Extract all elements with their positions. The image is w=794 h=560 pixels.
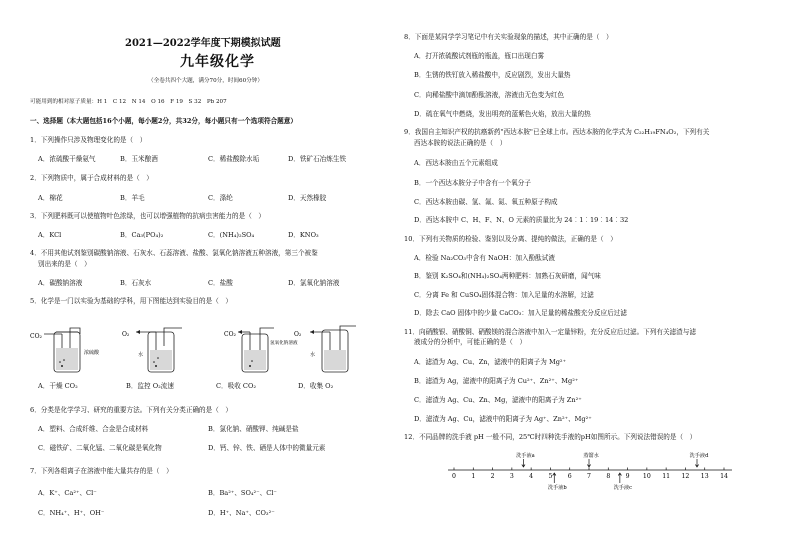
- ph-marker-a: [516, 451, 535, 467]
- q4-option-d: D．氯氧化钠溶液: [288, 279, 340, 287]
- exam-title: 2021—2022学年度下期模拟试题: [125, 38, 281, 49]
- q11-option-b: B．滤渣为 Ag，滤液中的阳离子为 Cu²⁺、Zn²⁺、Mg²⁺: [414, 377, 579, 385]
- ph-tick-label: 13: [700, 473, 709, 480]
- ph-marker-d-label: 洗手液d: [689, 453, 709, 459]
- q11-option-c: C．滤渣为 Ag、Cu、Zn、Mg，滤液中的阳离子为 Zn²⁺: [414, 396, 582, 404]
- q11-stem-line2: 液成分的分析中，可能正确的是（ ）: [414, 338, 527, 346]
- q1-option-a: A．浓硫酸干燥氨气: [38, 155, 96, 163]
- q5-apparatus-figures: [30, 316, 398, 378]
- ph-marker-b-arrow: [553, 473, 556, 483]
- q2-option-b: B．羊毛: [120, 194, 145, 202]
- q9-stem-line1: 9．我国自主知识产权的抗癌新药"西达本胺"已全球上市。西达本胺的化学式为 C₂₂H₁₉FN₄O₂，下列有关: [404, 128, 710, 136]
- ph-tick-label: 1: [471, 473, 476, 480]
- exam-note: （全卷共四个大题，满分70分，时间60分钟）: [148, 78, 263, 84]
- ph-marker-d-arrow: [695, 459, 698, 467]
- q8-option-c: C．向稀盐酸中滴加酚酞溶液，溶液由无色变为红色: [414, 91, 565, 99]
- q2-stem: 2．下列物质中，属于合成材料的是（ ）: [30, 174, 153, 182]
- q8-option-a: A．打开浓硫酸试剂瓶的瓶盖，瓶口出现白雾: [414, 52, 545, 60]
- q9-stem-line2: 西达本胺的说法正确的是（ ）: [414, 139, 507, 147]
- q3-stem: 3．下列肥料既可以使植物叶色浓绿，也可以增强植物的抗病虫害能力的是（ ）: [30, 212, 265, 220]
- q5-option-c: C．吸收 CO₂: [216, 382, 257, 390]
- q2-option-d: D．天然橡胶: [288, 194, 327, 202]
- q5-fig-b-gas-label: O₂: [122, 331, 130, 338]
- ph-tick-label: 8: [606, 473, 611, 480]
- q4-option-a: A．碳酸钠溶液: [38, 279, 83, 287]
- q10-option-c: C．分离 Fe 和 CuSO₄固体混合物：加入足量的水溶解，过滤: [414, 291, 594, 299]
- q12-stem: 12．不同品牌的洗手液 pH 一般不同，25℃时四种洗手液的pH如图所示。下列说法错误的是（ ）: [404, 433, 697, 441]
- q1-option-b: B．玉米酿酒: [120, 155, 158, 163]
- ph-tick-label: 3: [509, 473, 514, 480]
- ph-tick-label: 11: [662, 473, 671, 480]
- ph-tick-label: 12: [681, 473, 690, 480]
- q11-option-a: A．滤渣为 Ag、Cu、Zn，滤液中的阳离子为 Mg²⁺: [414, 358, 567, 366]
- q3-option-a: A．KCl: [38, 231, 62, 239]
- ph-marker-c-arrow: [618, 473, 621, 483]
- q4-option-c: C．盐酸: [208, 279, 233, 287]
- q3-option-c: C．(NH₄)₂SO₄: [208, 231, 255, 239]
- q8-stem: 8．下面是某同学学习笔记中有关实验现象的描述，其中正确的是（ ）: [404, 33, 613, 41]
- q10-stem: 10．下列有关物质的检验、鉴别以及分离、提纯的做法，正确的是（ ）: [404, 235, 617, 243]
- q8-option-b: B．生锈的铁钉放入稀盐酸中，反应剧烈，发出大量热: [414, 71, 571, 79]
- q5-stem: 5．化学是一门以实验为基础的学科，用下图能达到实验目的是（ ）: [30, 297, 233, 305]
- q6-option-b: B．氯化钠、硝酸钾、纯碱是盐: [208, 425, 299, 433]
- q5-fig-c-gas-label: CO₂: [224, 331, 236, 338]
- ph-marker-d: [690, 451, 710, 467]
- q6-option-c: C．磁铁矿、二氧化锰、二氧化碳是氧化物: [38, 444, 162, 452]
- q11-stem-line1: 11．向硝酸银、硝酸铜、硝酸镁的混合溶液中加入一定量锌粉，充分反应后过滤。下列有关滤渣与滤: [404, 328, 696, 336]
- q3-option-b: B．Ca₃(PO₄)₂: [120, 231, 164, 239]
- q5-fig-d-liquid-label: 水: [310, 352, 316, 358]
- q7-stem: 7．下列各组离子在溶液中能大量共存的是（ ）: [30, 467, 173, 475]
- q10-option-a: A．检验 Na₂CO₃中含有 NaOH：加入酚酞试液: [414, 254, 555, 262]
- q5-option-b: B．监控 O₂流速: [126, 382, 174, 390]
- q6-stem: 6．分类是化学学习、研究的重要方法。下列有关分类正确的是（ ）: [30, 406, 233, 414]
- q9-option-d: D．西达本胺中 C、H、F、N、O 元素的质量比为 24︰1︰19︰14︰32: [414, 216, 629, 224]
- ph-marker-water-label: 蒸馏水: [583, 453, 599, 459]
- q6-option-d: D．钙、锌、铁、硒是人体中的微量元素: [208, 444, 326, 452]
- q5-fig-a-liquid-label: 浓硫酸: [84, 350, 100, 356]
- ph-tick-label: 6: [567, 473, 572, 480]
- q5-option-d: D．收集 O₂: [298, 382, 334, 390]
- q6-option-a: A．塑料、合成纤维、合金是合成材料: [38, 425, 149, 433]
- ph-tick-label: 0: [452, 473, 456, 480]
- q7-option-a: A．K⁺、Ca²⁺、Cl⁻: [38, 489, 97, 497]
- ph-tick-label: 9: [625, 473, 630, 480]
- q5-fig-d-gas-label: O₂: [294, 331, 302, 338]
- q1-stem: 1．下列操作只涉及物理变化的是（ ）: [30, 136, 147, 144]
- ph-tick-label: 2: [490, 473, 495, 480]
- q4-stem-line2: 别出来的是（ ）: [38, 260, 91, 268]
- q7-option-d: D．H⁺、Na⁺、CO₃²⁻: [208, 509, 275, 517]
- q2-option-a: A．棉花: [38, 194, 63, 202]
- q3-option-d: D．KNO₃: [288, 231, 319, 239]
- q7-option-b: B．Ba²⁺、SO₄²⁻、Cl⁻: [208, 489, 277, 497]
- ph-marker-a-label: 洗手液a: [516, 453, 535, 459]
- q4-option-b: B．石灰水: [120, 279, 152, 287]
- q7-option-c: C．NH₄⁺、H⁺、OH⁻: [38, 509, 105, 517]
- ph-tick-label: 4: [529, 473, 534, 480]
- subject-title: 九年级化学: [180, 54, 255, 70]
- q5-option-a: A．干燥 CO₂: [38, 382, 78, 390]
- ph-marker-water-arrow: [587, 459, 590, 467]
- q4-stem-line1: 4．不用其他试剂鉴别碳酸钠溶液、石灰水、石蕊溶液、盐酸、氯氧化钠溶液五种溶液，第三个被鉴: [30, 249, 318, 257]
- q9-option-b: B．一个西达本胺分子中含有一个氧分子: [414, 179, 531, 187]
- ph-marker-a-arrow: [522, 459, 525, 467]
- ph-marker-c-label: 洗手液c: [613, 485, 633, 491]
- section1-heading: 一、选择题（本大题包括16个小题，每小题2分，共32分，每小题只有一个选项符合题意）: [30, 117, 297, 125]
- q5-fig-a-gas-label: CO₂: [30, 333, 42, 340]
- q9-option-a: A．西达本胺由五个元素组成: [414, 159, 498, 167]
- atomic-masses: 可能用到的相对原子质量：H 1 C 12 N 14 O 16 F 19 S 32 Pb 207: [30, 99, 227, 105]
- q5-fig-c-liquid-label: 氢氧化钠溶液: [270, 341, 298, 346]
- ph-marker-water: [583, 451, 599, 467]
- ph-tick-label: 10: [642, 473, 651, 480]
- ph-marker-b-label: 洗手液b: [547, 485, 567, 491]
- ph-tick-label: 14: [720, 473, 728, 480]
- q12-ph-scale: [440, 446, 740, 498]
- q2-option-c: C．涤纶: [208, 194, 233, 202]
- q11-option-d: D．滤渣为 Ag、Cu，滤液中的阳离子为 Ag⁺、Zn²⁺、Mg²⁺: [414, 415, 592, 423]
- q8-option-d: D．硫在氧气中燃烧，发出明亮的蓝紫色火焰，放出大量的热: [414, 110, 591, 118]
- q1-option-d: D．铁矿石冶炼生铁: [288, 155, 347, 163]
- ph-tick-label: 5: [548, 473, 553, 480]
- q10-option-b: B．鉴别 K₂SO₄和(NH₄)₂SO₄两种肥料：加熟石灰研磨，闻气味: [414, 272, 601, 280]
- q9-option-c: C．西达本胺由碳、氢、氟、氮、氧五种原子构成: [414, 198, 558, 206]
- q1-option-c: C．稀盐酸除水垢: [208, 155, 260, 163]
- ph-tick-label: 7: [587, 473, 591, 480]
- q5-fig-b-liquid-label: 水: [138, 352, 144, 358]
- q10-option-d: D．除去 CaO 固体中的少量 CaCO₃：加入足量的稀盐酸充分反应后过滤: [414, 309, 627, 317]
